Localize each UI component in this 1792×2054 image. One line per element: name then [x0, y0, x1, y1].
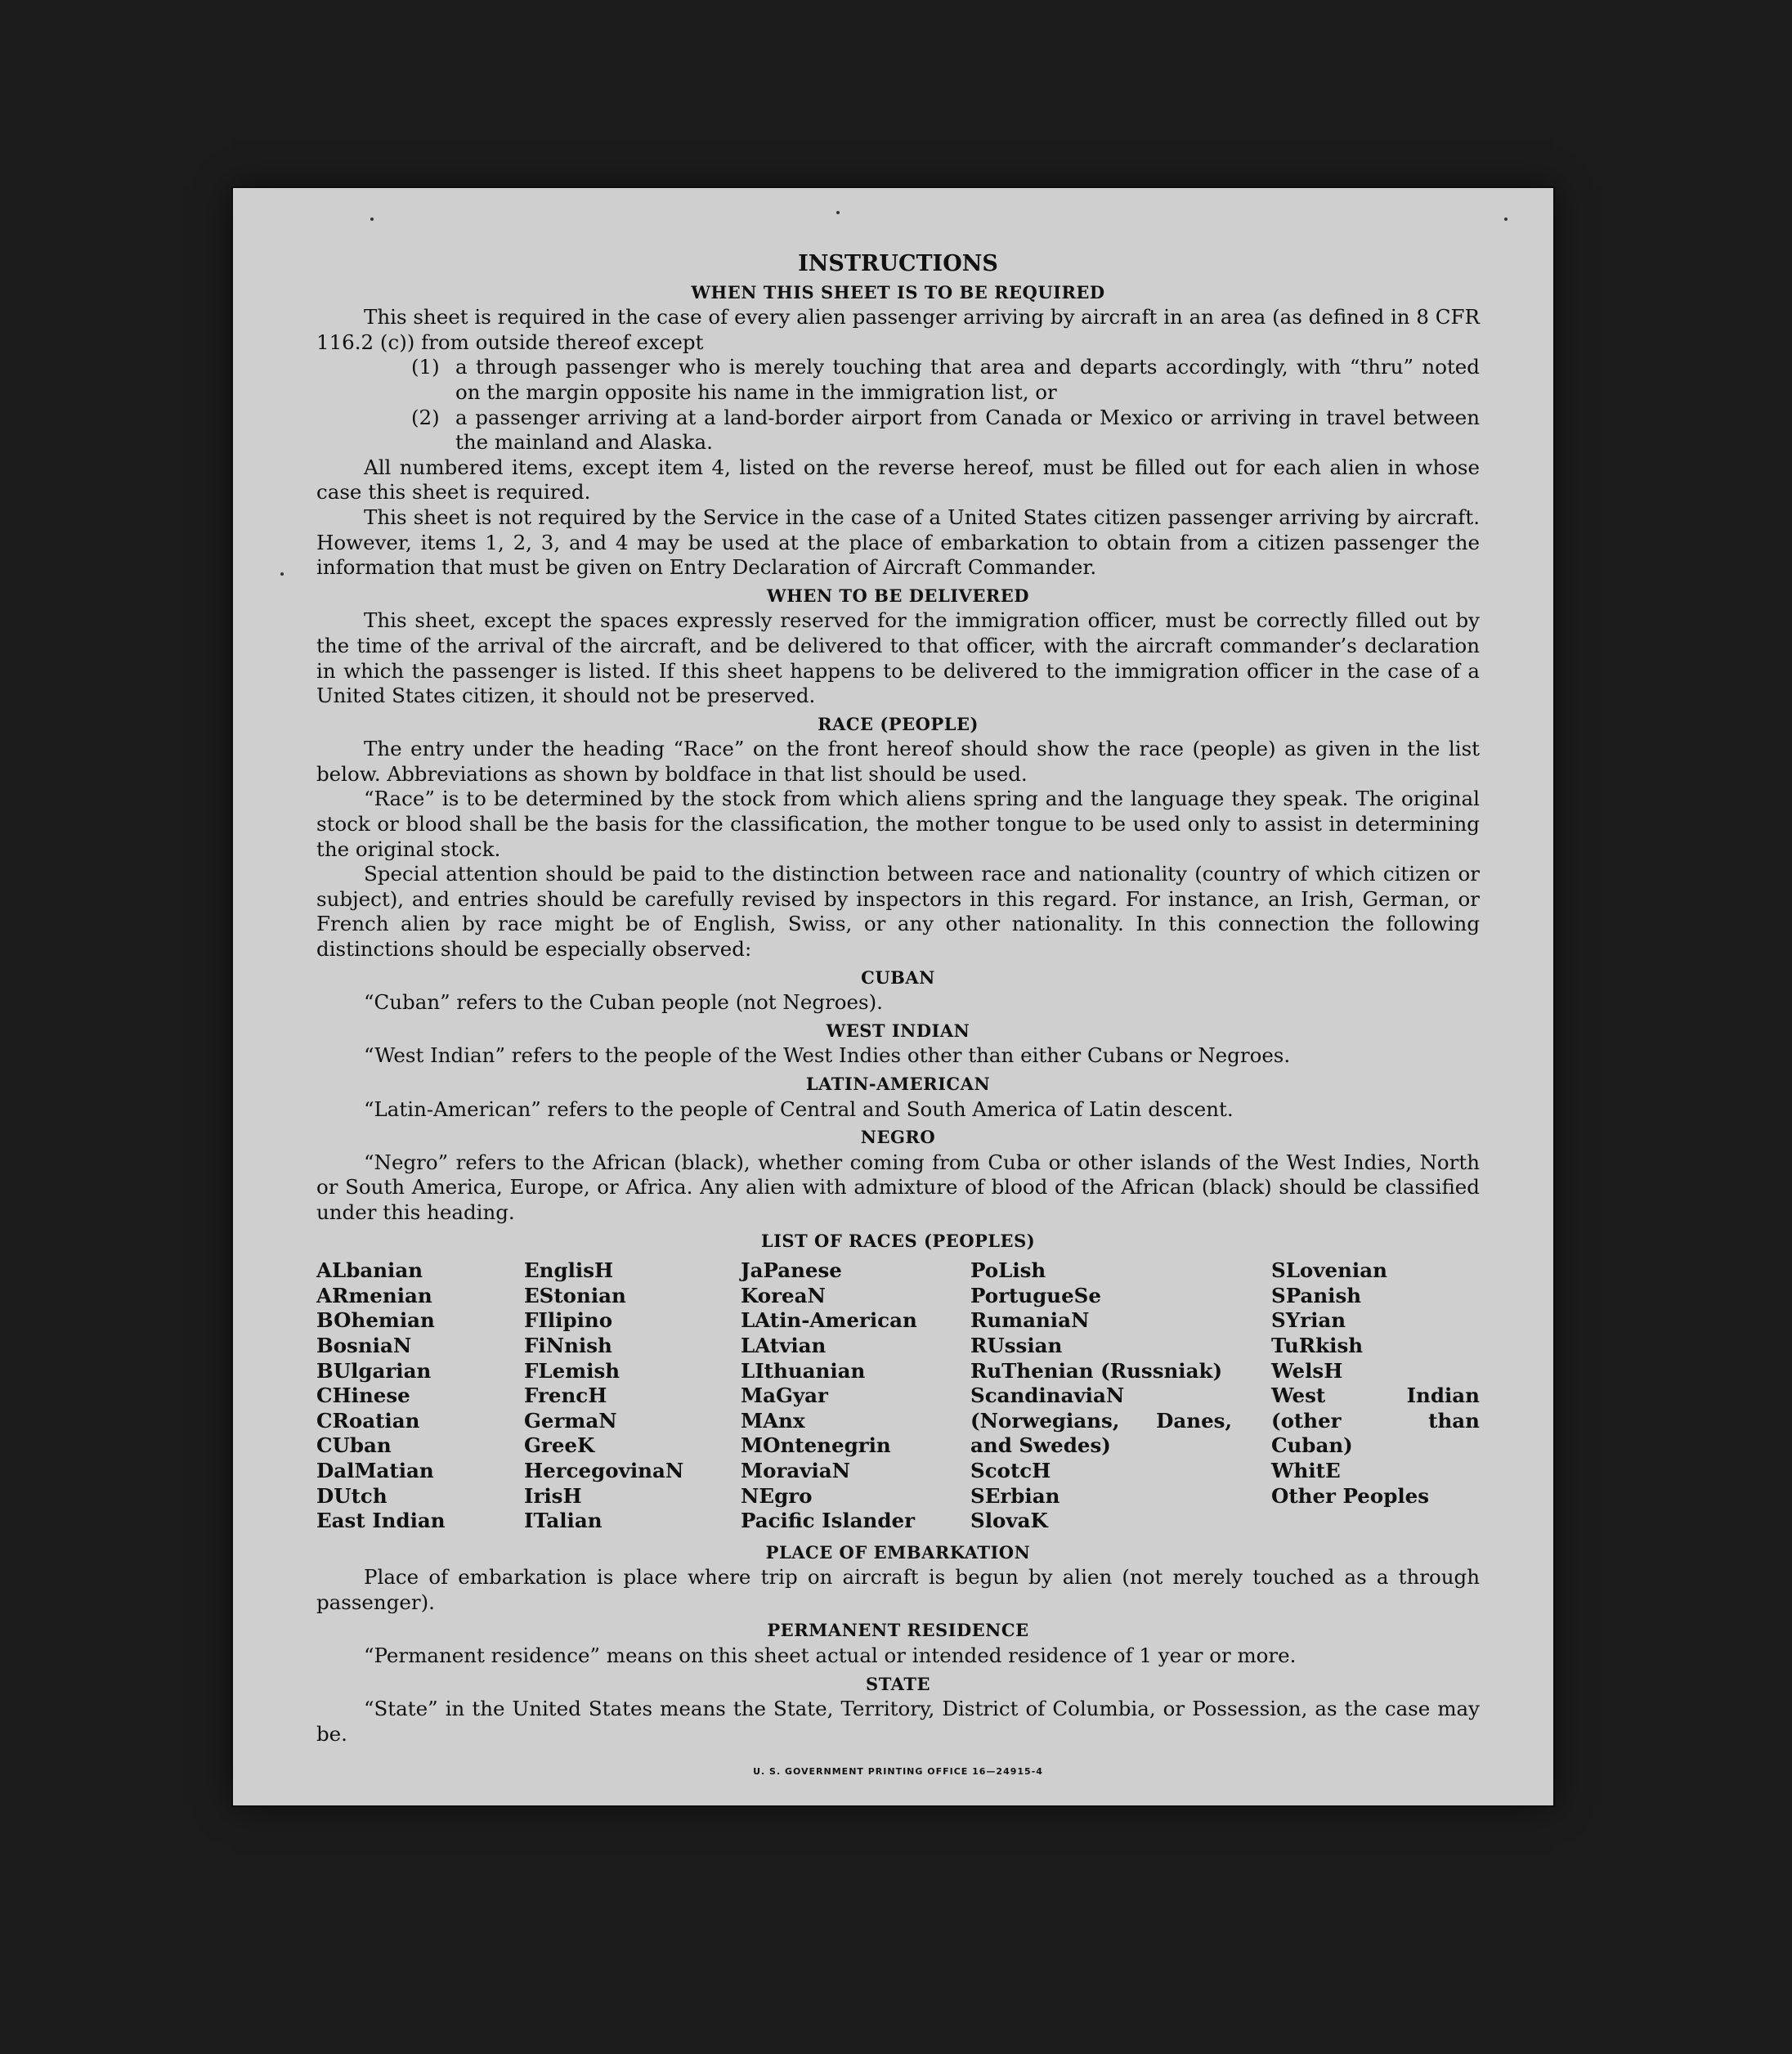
race-entry: BUlgarian: [316, 1358, 432, 1383]
race-entry: SYrian: [1271, 1308, 1346, 1333]
race-entry: FrencH: [524, 1384, 607, 1408]
race-entry: West Indian (other than Cuban): [1271, 1384, 1480, 1458]
race-entry: NEgro: [741, 1483, 813, 1508]
race-entry: GermaN: [524, 1408, 617, 1433]
race-entry: EStonian: [524, 1283, 626, 1307]
paper-speck: [370, 218, 374, 221]
race-entry: BOhemian: [316, 1308, 435, 1333]
races-column: [316, 1258, 524, 1534]
races-column: [1271, 1258, 1480, 1534]
item-number: (1): [411, 355, 440, 379]
race-entry: EnglisH: [524, 1258, 614, 1283]
paragraph: This sheet is required in the case of every alien passenger arriving by aircraft in an area (as defined in 8 CFR 116.2 (c)) from outside thereof except: [316, 305, 1480, 354]
race-entry: ALbanian: [316, 1258, 423, 1283]
paragraph: “West Indian” refers to the people of the West Indies other than either Cubans or Negroes.: [364, 1043, 1291, 1068]
section-heading: WHEN TO BE DELIVERED: [766, 585, 1029, 606]
race-entry: DUtch: [316, 1483, 388, 1508]
section-heading: LATIN-AMERICAN: [805, 1074, 991, 1094]
paragraph: “Negro” refers to the African (black), whether coming from Cuba or other islands of the West Indies, North or South America, Europe, or Africa. Any alien with admixture of blood of the African (black) should be classified under this heading.: [316, 1150, 1480, 1224]
race-entry: SlovaK: [970, 1509, 1048, 1533]
races-column: [524, 1258, 741, 1534]
race-entry: WelsH: [1271, 1358, 1343, 1383]
section-heading: NEGRO: [860, 1127, 936, 1148]
race-entry: LAtvian: [741, 1333, 827, 1357]
paragraph: “State” in the United States means the State, Territory, District of Columbia, or Possession, as the case may be.: [316, 1697, 1480, 1746]
race-entry: CUban: [316, 1433, 392, 1458]
race-entry: SPanish: [1271, 1283, 1362, 1307]
race-entry: LAtin-American: [741, 1308, 917, 1333]
paragraph: Special attention should be paid to the distinction between race and nationality (country of which citizen or subject), and entries should be carefully revised by inspectors in this regard. For instance, an Irish, German, or French alien by race might be of English, Swiss, or any other nationality. In this connection the following distinctions should be especially observed:: [316, 862, 1480, 962]
race-entry: MoraviaN: [741, 1458, 851, 1482]
paragraph: This sheet, except the spaces expressly reserved for the immigration officer, must be correctly filled out by the time of the arrival of the aircraft, and be delivered to that officer, with the aircraft commander’s declaration in which the passenger is listed. If this sheet happens to be delivered to the immigration officer in the case of a United States citizen, it should not be preserved.: [316, 608, 1480, 708]
race-entry: RUssian: [970, 1333, 1063, 1357]
paragraph: This sheet is not required by the Service in the case of a United States citizen passenger arriving by aircraft. However, items 1, 2, 3, and 4 may be used at the place of embarkation to obtain from a citizen passenger the information that must be given on Entry Declaration of Aircraft Commander.: [316, 505, 1480, 580]
race-entry: SErbian: [970, 1483, 1060, 1508]
printer-imprint: U. S. GOVERNMENT PRINTING OFFICE 16—24915-4: [753, 1766, 1043, 1778]
race-entry: East Indian: [316, 1509, 446, 1533]
races-column: [970, 1258, 1271, 1534]
document-page: [233, 188, 1553, 1805]
item-number: (2): [411, 405, 440, 429]
race-entry: KoreaN: [741, 1283, 826, 1307]
race-entry: FiNnish: [524, 1333, 612, 1357]
races-list: [316, 1258, 1480, 1534]
race-entry: FLemish: [524, 1358, 620, 1383]
race-entry: ScandinaviaN (Norwegians, Danes, and Swedes): [970, 1384, 1232, 1458]
paper-speck: [1504, 218, 1508, 221]
paper-speck: [280, 572, 284, 576]
paragraph: “Latin-American” refers to the people of Central and South America of Latin descent.: [364, 1097, 1234, 1121]
race-entry: FIlipino: [524, 1308, 613, 1333]
race-entry: Pacific Islander: [741, 1509, 915, 1533]
race-entry: GreeK: [524, 1433, 595, 1458]
section-heading: STATE: [866, 1673, 930, 1694]
race-entry: SLovenian: [1271, 1258, 1387, 1283]
item-text: a through passenger who is merely touching that area and departs accordingly, with “thru” noted on the margin opposite his name in the immigration list, or: [455, 355, 1480, 404]
item-text: a passenger arriving at a land-border airport from Canada or Mexico or arriving in travel between the mainland and Alaska.: [455, 405, 1480, 455]
race-entry: CRoatian: [316, 1408, 420, 1433]
race-entry: PortugueSe: [970, 1283, 1101, 1307]
race-entry: TuRkish: [1271, 1333, 1364, 1357]
paragraph: Place of embarkation is place where trip on aircraft is begun by alien (not merely touched as a through passenger).: [316, 1565, 1480, 1614]
section-heading: CUBAN: [861, 966, 935, 988]
race-entry: ScotcH: [970, 1458, 1051, 1482]
race-entry: ARmenian: [316, 1283, 432, 1307]
paragraph: “Race” is to be determined by the stock from which aliens spring and the language they speak. The original stock or blood shall be the basis for the classification, the mother tongue to be used only to assist in determining the original stock.: [316, 787, 1480, 861]
race-entry: WhitE: [1271, 1458, 1341, 1482]
race-entry: ITalian: [524, 1509, 603, 1533]
race-entry: MAnx: [741, 1408, 805, 1433]
paragraph: “Permanent residence” means on this sheet actual or intended residence of 1 year or more.: [364, 1644, 1297, 1668]
race-entry: LIthuanian: [741, 1358, 866, 1383]
page-title: INSTRUCTIONS: [798, 251, 998, 276]
race-entry: IrisH: [524, 1483, 582, 1508]
race-entry: HercegovinaN: [524, 1458, 684, 1482]
race-entry: CHinese: [316, 1384, 410, 1408]
section-heading: PERMANENT RESIDENCE: [767, 1620, 1029, 1641]
race-entry: MaGyar: [741, 1384, 828, 1408]
list-item: [411, 355, 1480, 405]
instructions-content: [316, 252, 1480, 1785]
race-entry: PoLish: [970, 1258, 1046, 1283]
race-entry: DalMatian: [316, 1458, 434, 1482]
paragraph: “Cuban” refers to the Cuban people (not Negroes).: [364, 990, 883, 1015]
race-entry: BosniaN: [316, 1333, 412, 1357]
race-entry: MOntenegrin: [741, 1433, 891, 1458]
section-heading: WHEN THIS SHEET IS TO BE REQUIRED: [691, 281, 1105, 303]
section-heading: WEST INDIAN: [826, 1020, 970, 1041]
race-entry: JaPanese: [741, 1258, 842, 1283]
race-entry: RumaniaN: [970, 1308, 1090, 1333]
list-item: [411, 406, 1480, 455]
section-heading: PLACE OF EMBARKATION: [765, 1541, 1031, 1563]
paper-speck: [836, 211, 840, 214]
paragraph: All numbered items, except item 4, listed on the reverse hereof, must be filled out for each alien in whose case this sheet is required.: [316, 455, 1480, 505]
paragraph: The entry under the heading “Race” on the front hereof should show the race (people) as given in the list below. Abbreviations as shown by boldface in that list should be used.: [316, 737, 1480, 786]
race-entry: Other Peoples: [1271, 1483, 1430, 1508]
section-heading: RACE (PEOPLE): [818, 713, 979, 734]
section-heading: LIST OF RACES (PEOPLES): [760, 1230, 1036, 1251]
races-column: [741, 1258, 970, 1534]
race-entry: RuThenian (Russniak): [970, 1358, 1223, 1383]
